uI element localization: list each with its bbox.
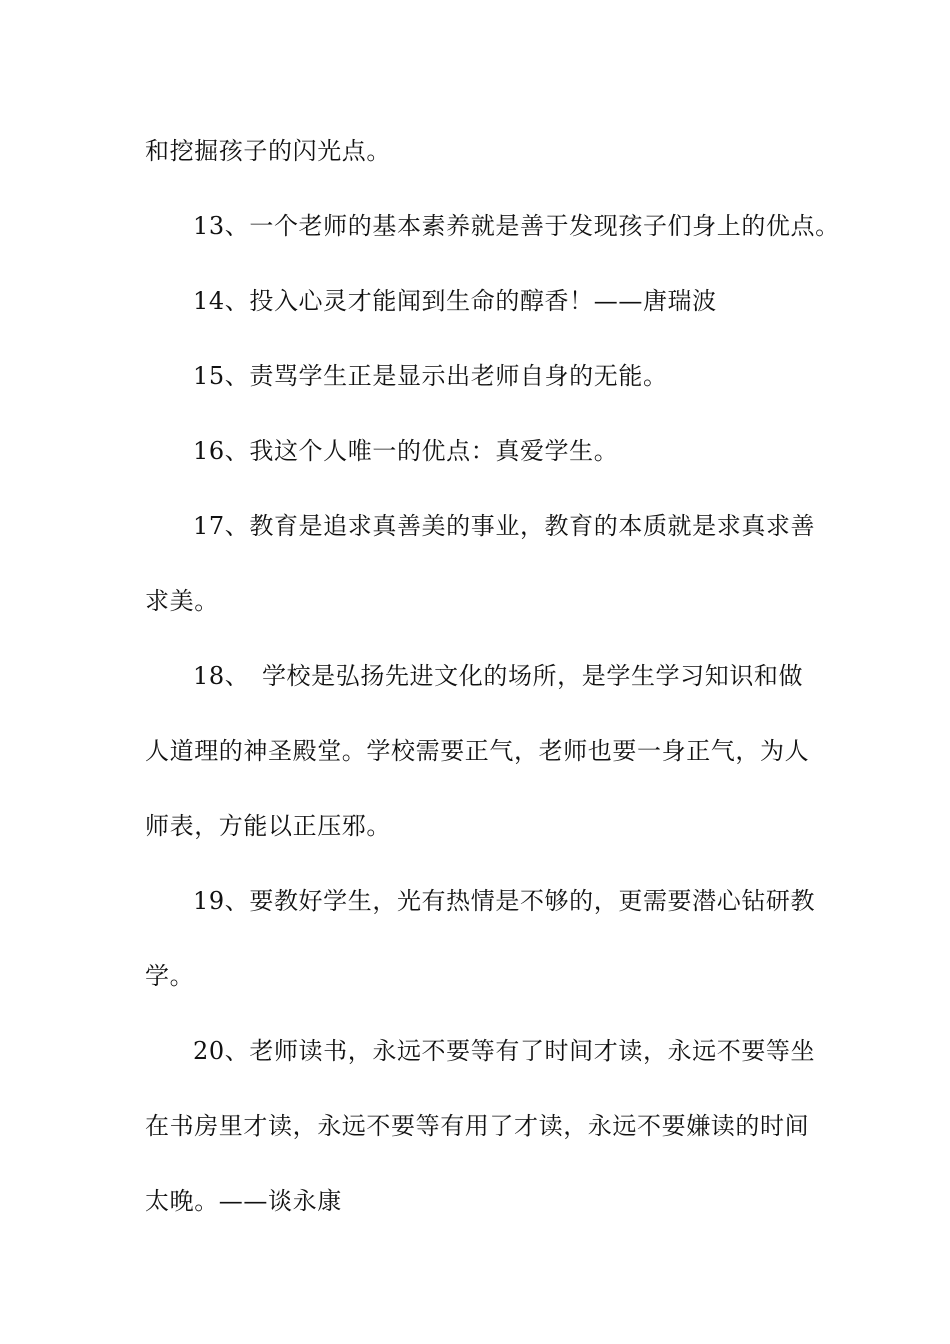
quote-18-continuation: 人道理的神圣殿堂。学校需要正气，老师也要一身正气，为人 bbox=[145, 737, 810, 765]
quote-20: 20、老师读书，永远不要等有了时间才读，永远不要等坐 bbox=[193, 1037, 816, 1065]
quote-16: 16、我这个人唯一的优点：真爱学生。 bbox=[193, 437, 619, 465]
quote-18: 18、 学校是弘扬先进文化的场所，是学生学习知识和做 bbox=[193, 662, 804, 690]
quote-14: 14、投入心灵才能闻到生命的醇香！——唐瑞波 bbox=[193, 287, 717, 315]
text-line: 和挖掘孩子的闪光点。 bbox=[145, 137, 391, 165]
quote-18-continuation: 师表，方能以正压邪。 bbox=[145, 812, 391, 840]
quote-20-continuation: 太晚。——谈永康 bbox=[145, 1187, 342, 1215]
quote-19-continuation: 学。 bbox=[145, 962, 195, 990]
quote-13: 13、一个老师的基本素养就是善于发现孩子们身上的优点。 bbox=[193, 212, 840, 240]
quote-17-continuation: 求美。 bbox=[145, 587, 219, 615]
quote-19: 19、要教好学生，光有热情是不够的，更需要潜心钻研教 bbox=[193, 887, 816, 915]
quote-15: 15、责骂学生正是显示出老师自身的无能。 bbox=[193, 362, 668, 390]
quote-20-continuation: 在书房里才读，永远不要等有用了才读，永远不要嫌读的时间 bbox=[145, 1112, 810, 1140]
quote-17: 17、教育是追求真善美的事业，教育的本质就是求真求善 bbox=[193, 512, 816, 540]
